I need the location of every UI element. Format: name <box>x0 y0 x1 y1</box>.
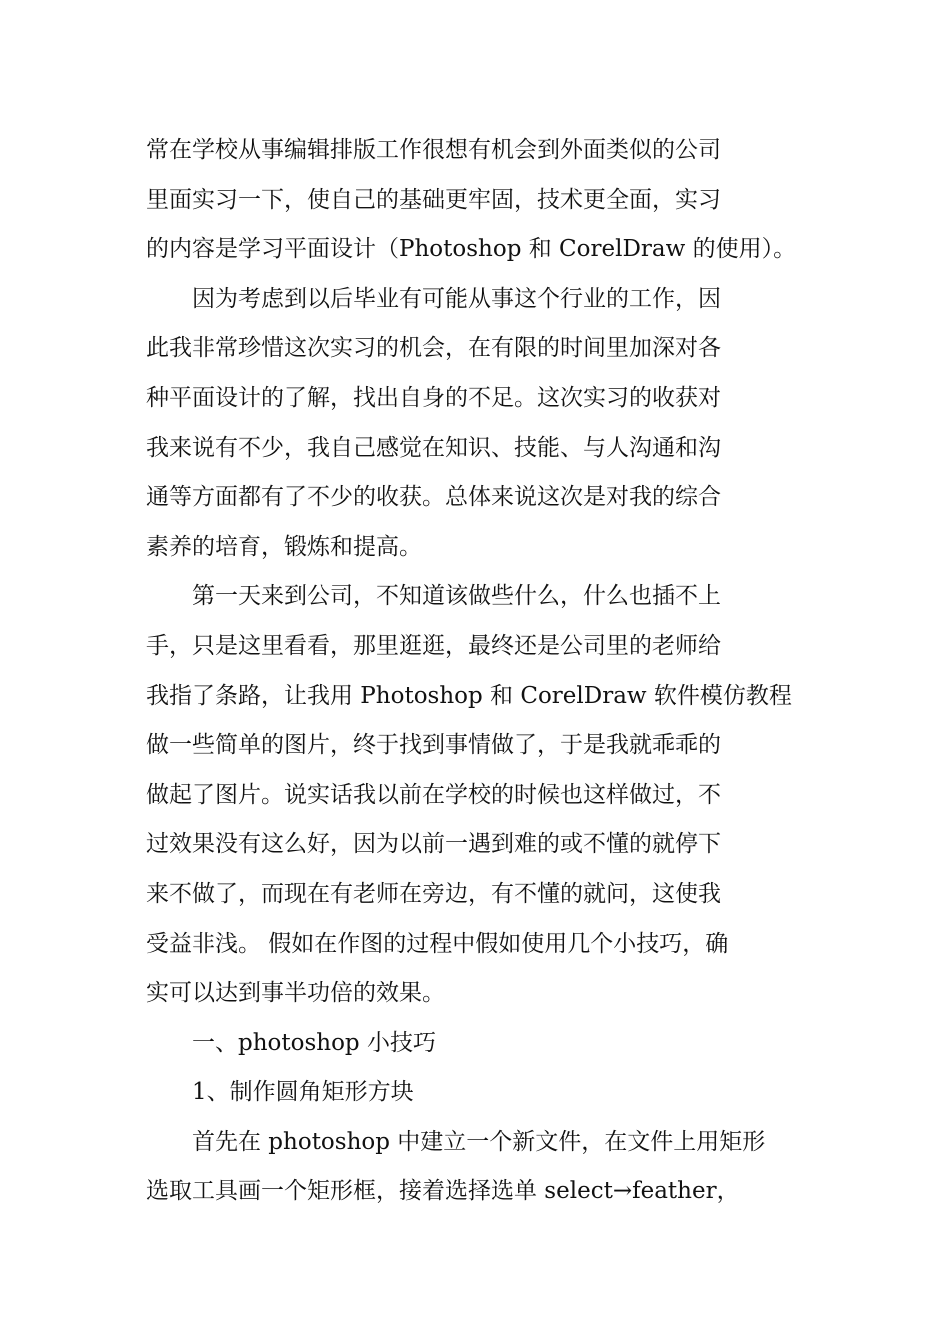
text-line: 里面实习一下，使自己的基础更牢固，技术更全面，实习 <box>146 186 721 213</box>
text-line: 因为考虑到以后毕业有可能从事这个行业的工作，因 <box>192 285 721 312</box>
text-line: 首先在 photoshop 中建立一个新文件，在文件上用矩形 <box>192 1128 766 1155</box>
text-line: 来不做了，而现在有老师在旁边，有不懂的就问，这使我 <box>146 880 721 907</box>
text-line: 素养的培育，锻炼和提高。 <box>146 533 422 560</box>
text-line: 做一些简单的图片，终于找到事情做了，于是我就乖乖的 <box>146 732 721 759</box>
text-line: 过效果没有这么好，因为以前一遇到难的或不懂的就停下 <box>146 831 721 858</box>
text-line: 我指了条路，让我用 Photoshop 和 CorelDraw 软件模仿教程 <box>146 682 792 709</box>
text-line: 1、制作圆角矩形方块 <box>192 1079 414 1106</box>
text-line: 受益非浅。 假如在作图的过程中假如使用几个小技巧，确 <box>146 930 729 957</box>
text-line: 我来说有不少，我自己感觉在知识、技能、与人沟通和沟 <box>146 434 721 461</box>
text-line: 实可以达到事半功倍的效果。 <box>146 980 445 1007</box>
text-line: 种平面设计的了解，找出自身的不足。这次实习的收获对 <box>146 384 721 411</box>
text-line: 第一天来到公司，不知道该做些什么，什么也插不上 <box>192 583 721 610</box>
document-body <box>146 126 826 1217</box>
text-line: 通等方面都有了不少的收获。总体来说这次是对我的综合 <box>146 484 721 511</box>
text-line: 常在学校从事编辑排版工作很想有机会到外面类似的公司 <box>146 137 721 163</box>
text-line: 的内容是学习平面设计（Photoshop 和 CorelDraw 的使用）。 <box>146 236 797 263</box>
text-line: 手，只是这里看看，那里逛逛，最终还是公司里的老师给 <box>146 632 721 659</box>
text-line: 做起了图片。说实话我以前在学校的时候也这样做过，不 <box>146 781 721 808</box>
text-line: 此我非常珍惜这次实习的机会，在有限的时间里加深对各 <box>146 335 721 362</box>
text-line: 选取工具画一个矩形框，接着选择选单 select→feather， <box>146 1178 740 1205</box>
text-line: 一、photoshop 小技巧 <box>192 1029 436 1056</box>
